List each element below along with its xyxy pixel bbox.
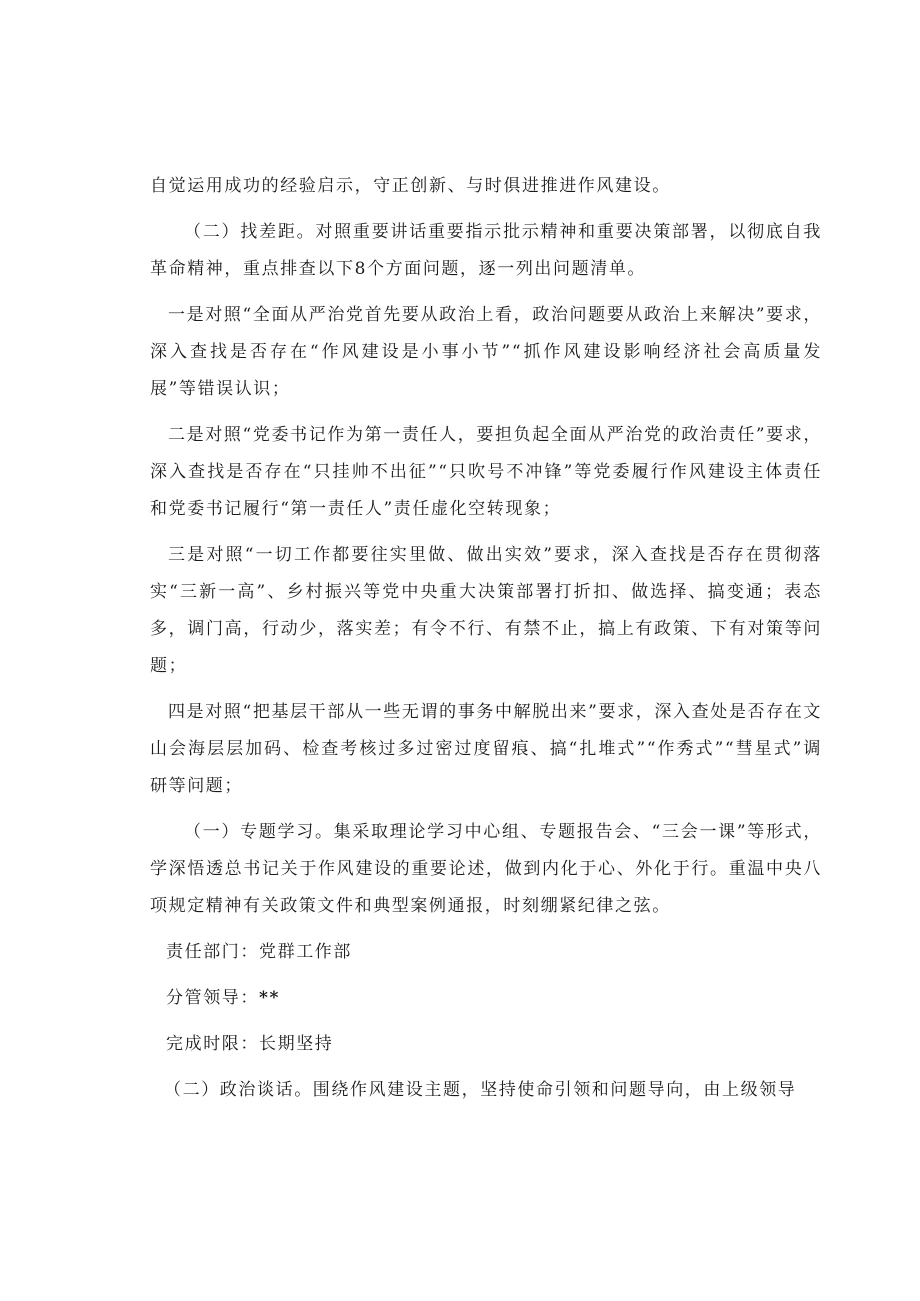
paragraph-item-four: 四是对照“把基层干部从一些无谓的事务中解脱出来”要求，深入查处是否存在文山会海层层加码、检查考核过多过密过度留痕、搞“扎堆式”“作秀式”“彗星式”调研等问题； [150, 702, 822, 796]
paragraph-item-one: 一是对照“全面从严治党首先要从政治上看，政治问题要从政治上来解决”要求，深入查找是否存在“作风建设是小事小节”“抓作风建设影响经济社会高质量发展”等错误认识； [150, 305, 822, 399]
paragraph-find-gaps: （二）找差距。对照重要讲话重要指示批示精神和重要决策部署，以彻底自我革命精神，重点排查以下8个方面问题，逐一列出问题清单。 [150, 222, 822, 279]
document-body [150, 168, 822, 1118]
paragraph-item-three: 三是对照“一切工作都要往实里做、做出实效”要求，深入查找是否存在贯彻落实“三新一高”、乡村振兴等党中央重大决策部署打折扣、做选择、搞变通；表态多，调门高，行动少，落实差；有令不行、有禁不止，搞上有政策、下有对策等问题； [150, 545, 822, 676]
paragraph-political-talk: （二）政治谈话。围绕作风建设主题，坚持使命引领和问题导向，由上级领导 [164, 1080, 797, 1100]
responsible-department: 责任部门：党群工作部 [166, 942, 352, 962]
supervising-leader [150, 980, 822, 1017]
supervising-leader-label: 分管领导： [166, 988, 259, 1008]
completion-deadline: 完成时限：长期坚持 [166, 1034, 334, 1054]
paragraph-continuation: 自觉运用成功的经验启示，守正创新、与时俱进推进作风建设。 [150, 176, 671, 196]
paragraph-special-study: （一）专题学习。集采取理论学习中心组、专题报告会、“三会一课”等形式，学深悟透总书记关于作风建设的重要论述，做到内化于心、外化于行。重温中央八项规定精神有关政策文件和典型案例通报，时刻绷紧纪律之弦。 [150, 822, 822, 916]
supervising-leader-value: ** [259, 988, 280, 1008]
paragraph-item-two: 二是对照“党委书记作为第一责任人，要担负起全面从严治党的政治责任”要求，深入查找是否存在“只挂帅不出征”“只吹号不冲锋”等党委履行作风建设主体责任和党委书记履行“第一责任人”责任虚化空转现象； [150, 425, 822, 519]
